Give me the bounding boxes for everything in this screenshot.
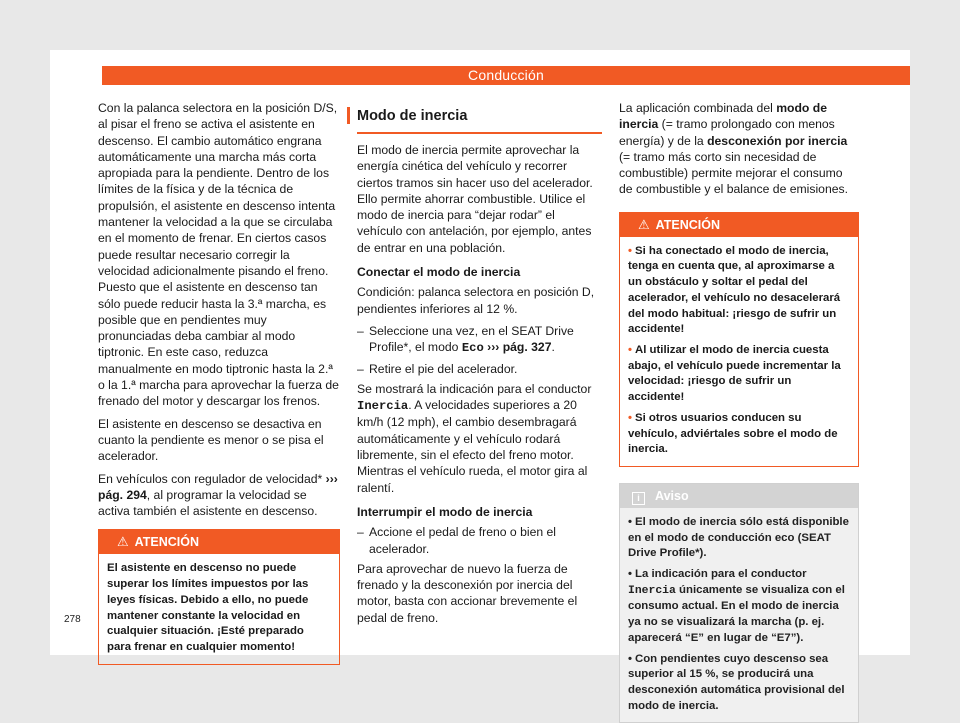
- display-code: Inercia: [628, 584, 676, 597]
- note-box: [619, 483, 859, 723]
- step-item: – Accione el pedal de freno o bien el acelerador.: [357, 525, 557, 556]
- page-reference[interactable]: ››› pág. 294: [98, 471, 338, 502]
- paragraph: Con la palanca selectora en la posición D/S, al pisar el freno se activa el asistente en descenso. El cambio automático engrana automáticamente una marcha más corta apropiada para la pendiente. Dentro de los límites de la física y de la técnica de propulsión, el asistente en descenso intenta mantener la velocidad a la que se circulaba en el momento de frenar. En ciertos casos puede resultar necesario corregir la velocidad adicionalmente pisando el freno. Puesto que el asistente en descenso tan sólo puede reducir hasta la 3.ª marcha, es posible que en pendientes muy pronunciadas deba cambiar al modo tiptronic. En este caso, reduzca manualmente en modo tiptronic hasta la 2.ª o la 1.ª marcha para aprovechar la fuerza de frenado del motor y descargar los frenos.: [98, 101, 339, 409]
- warning-text: El asistente en descenso no puede superar los límites impuestos por las leyes físicas. Debido a ello, no puede mantener constante la velocidad en cualquier situación. ¡Esté preparado para frenar en cualquier momento!: [107, 562, 309, 653]
- note-bullet: • Con pendientes cuyo descenso sea superior al 15 %, se producirá una desconexión automática provisional del modo de inercia.: [628, 652, 845, 712]
- info-icon: i: [632, 492, 645, 505]
- note-text: [620, 508, 858, 722]
- chapter-header: Conducción: [102, 66, 910, 85]
- bullet-icon: •: [628, 244, 632, 257]
- manual-page: [50, 50, 910, 712]
- bullet-icon: •: [628, 515, 632, 528]
- warning-bullet: • Al utilizar el modo de inercia cuesta abajo, el vehículo puede incrementar la velocidad: ¡riesgo de sufrir un accidente!: [628, 344, 841, 404]
- subheading: Interrumpir el modo de inercia: [357, 504, 533, 519]
- subheading: Conectar el modo de inercia: [357, 265, 521, 280]
- column-2: [357, 100, 602, 632]
- note-bullet: • El modo de inercia sólo está disponible en el modo de conducción eco (SEAT Drive Profile*).: [628, 515, 849, 560]
- warning-header: ⚠ ATENCIÓN: [620, 213, 858, 237]
- note-bullet: • La indicación para el conductor Inercia únicamente se visualiza con el consumo actual. En el modo de inercia ya no se visualizará la marcha (p. ej. aparecerá “E” en lugar de “E7”).: [628, 568, 845, 644]
- warning-text: [620, 237, 858, 466]
- warning-triangle-icon: ⚠: [117, 534, 129, 550]
- warning-bullet: • Si ha conectado el modo de inercia, tenga en cuenta que, al aproximarse a un obstáculo y soltar el pedal del acelerador, el vehículo no desacelerará del modo habitual: ¡riesgo de sufrir un accidente!: [628, 244, 841, 336]
- section-title: Modo de inercia: [357, 100, 602, 134]
- display-code: Inercia: [357, 399, 409, 414]
- step-item: – Retire el pie del acelerador.: [357, 361, 518, 376]
- paragraph: El modo de inercia permite aprovechar la energía cinética del vehículo y recorrer ciertos tramos sin hacer uso del acelerador. Ello permite ahorrar combustible. Utilice el modo de inercia para “dejar rodar” el vehículo con antelación, por ejemplo, antes de entrar en una población.: [357, 143, 593, 255]
- paragraph: En vehículos con regulador de velocidad* ››› pág. 294, al programar la velocidad se activa también el asistente en descenso.: [98, 471, 338, 519]
- warning-box: [98, 529, 340, 664]
- warning-triangle-icon: ⚠: [638, 216, 650, 232]
- warning-header: ⚠ ATENCIÓN: [99, 530, 339, 554]
- warning-box: [619, 212, 859, 467]
- paragraph: El asistente en descenso se desactiva en cuanto la pendiente es menor o se pisa el acelerador.: [98, 416, 324, 464]
- column-1: [98, 100, 340, 665]
- page-reference[interactable]: ››› pág. 327: [483, 340, 552, 355]
- bullet-icon: •: [628, 652, 632, 665]
- paragraph: Se mostrará la indicación para el conductor Inercia. A velocidades superiores a 20 km/h (12 mph), el cambio desembragará automáticamente y el vehículo rodará libremente, sin el efecto del freno motor. Mientras el vehículo rueda, el motor gira al ralentí.: [357, 381, 592, 495]
- paragraph: La aplicación combinada del modo de inercia (= tramo prolongado con menos energía) y de la desconexión por inercia (= tramo más corto sin necesidad de combustible) permite mejorar el consumo de combustible y el balance de emisiones.: [619, 101, 848, 197]
- note-header: i Aviso: [620, 484, 858, 508]
- step-item: – Seleccione una vez, en el SEAT Drive Profile*, el modo Eco ››› pág. 327.: [357, 323, 574, 356]
- paragraph: Para aprovechar de nuevo la fuerza de frenado y la desconexión por inercia del motor, basta con accionar brevemente el pedal de freno.: [357, 561, 578, 625]
- bullet-icon: •: [628, 344, 632, 356]
- warning-bullet: • Si otros usuarios conducen su vehículo, adviértales sobre el modo de inercia.: [628, 411, 838, 456]
- column-3: [619, 100, 859, 723]
- bullet-icon: •: [628, 411, 632, 424]
- bullet-icon: •: [628, 568, 632, 581]
- page-number: 278: [64, 614, 81, 625]
- paragraph: Condición: palanca selectora en posición D, pendientes inferiores al 12 %.: [357, 285, 595, 316]
